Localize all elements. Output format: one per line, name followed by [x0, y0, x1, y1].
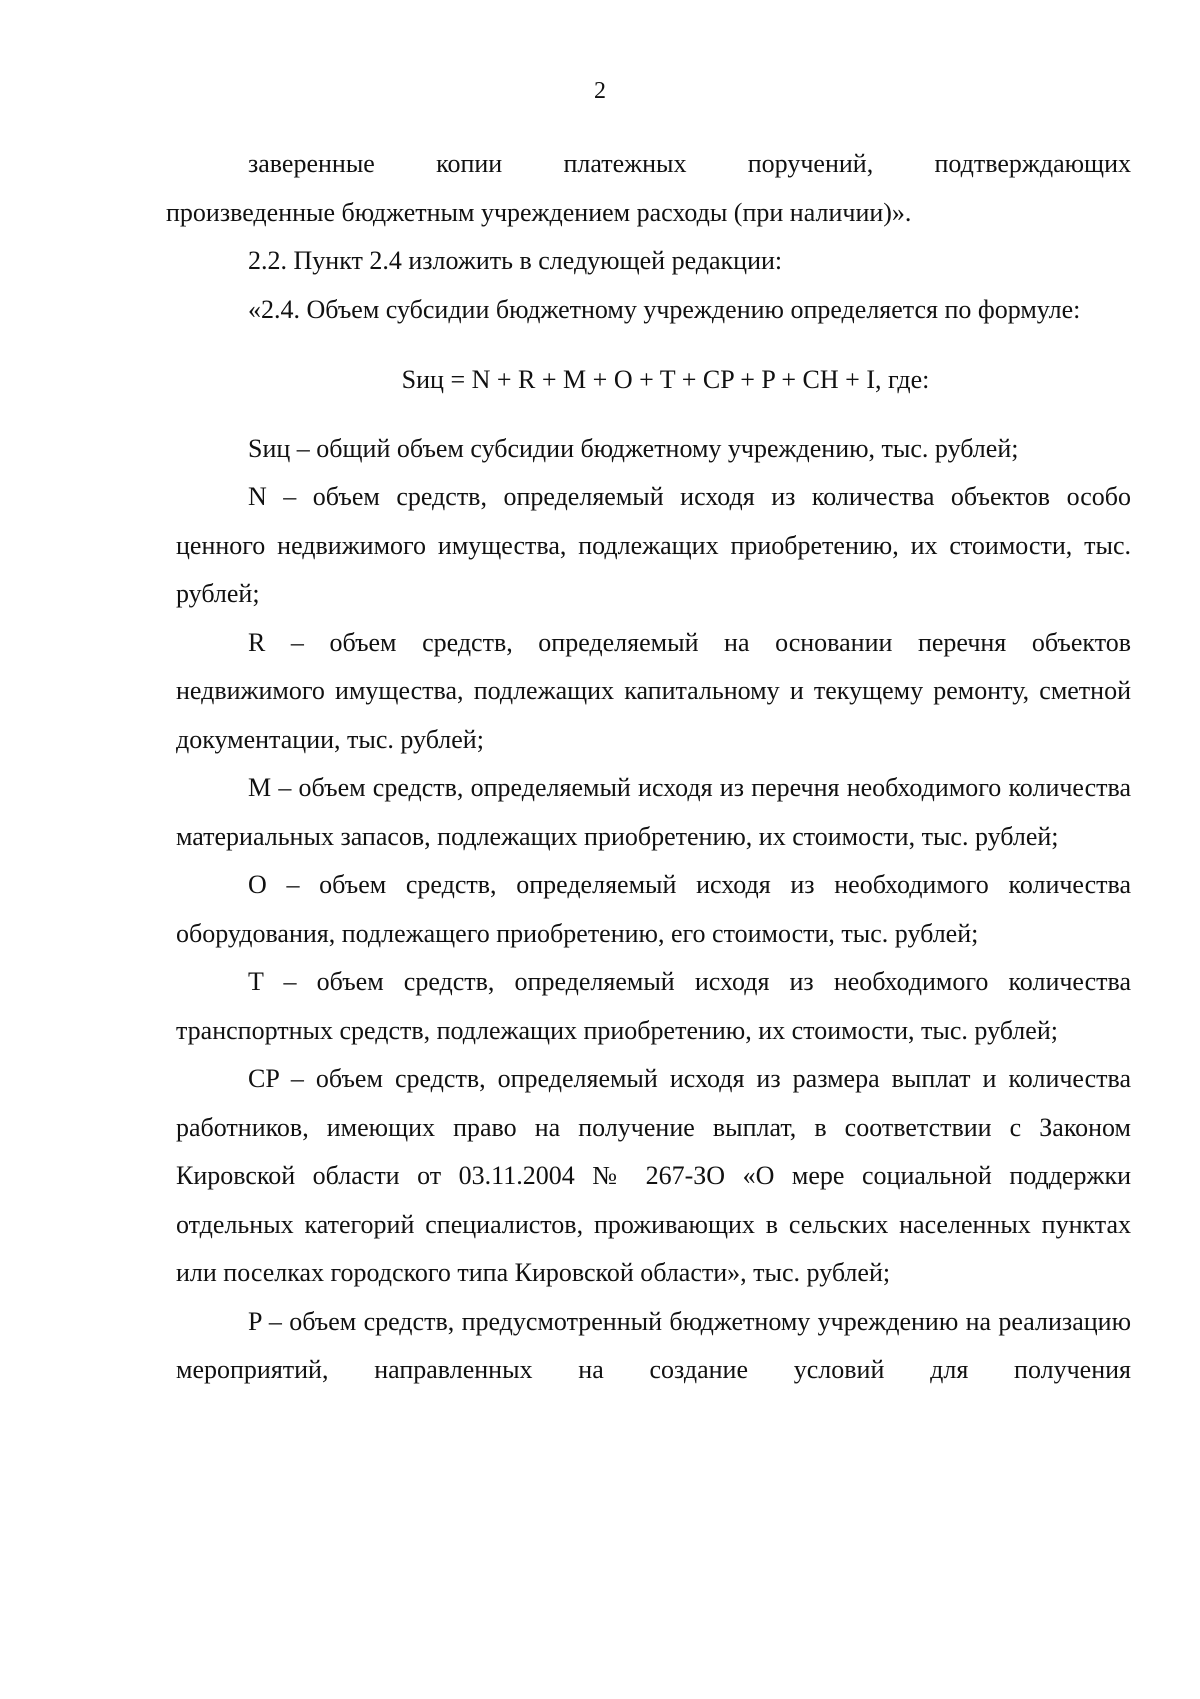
paragraph-certified-copies: заверенные копии платежных поручений, подтверждающих [248, 149, 1131, 178]
definition-t: T – объем средств, определяемый исходя из необходимого количества транспортных средств, подлежащих приобретению, их стоимости, тыс. рублей; [176, 967, 1131, 1045]
definition-n: N – объем средств, определяемый исходя из количества объектов особо ценного недвижимого имущества, подлежащих приобретению, их стоимости, тыс. рублей; [176, 482, 1131, 608]
definition-p: P – объем средств, предусмотренный бюджетному учреждению на реализацию мероприятий, направленных на создание условий для получения [176, 1306, 1131, 1384]
paragraph-expenses-continuation: произведенные бюджетным учреждением расходы (при наличии)». [166, 197, 912, 227]
subsidy-formula: Sиц = N + R + M + O + T + CP + P + CH + I, где: [401, 365, 930, 394]
paragraph-subsidy-formula-intro: «2.4. Объем субсидии бюджетному учреждению определяется по формуле: [248, 294, 1081, 324]
definition-siz: Sиц – общий объем субсидии бюджетному учреждению, тыс. рублей; [248, 433, 1019, 463]
document-body [166, 140, 1131, 1395]
definition-cp: CP – объем средств, определяемый исходя из размера выплат и количества работников, имеющих право на получение выплат, в соответствии с Законом Кировской области от 03.11.2004 № 267-ЗО «О мере социальной поддержки отдельных категорий специалистов, проживающих в сельских населенных пунктах или поселках городского типа Кировской области», тыс. рублей; [176, 1064, 1131, 1287]
definition-o: O – объем средств, определяемый исходя из необходимого количества оборудования, подлежащего приобретению, его стоимости, тыс. рублей; [176, 870, 1131, 948]
page-number: 2 [594, 78, 606, 104]
definition-r: R – объем средств, определяемый на основании перечня объектов недвижимого имущества, подлежащих капитальному и текущему ремонту, сметной документации, тыс. рублей; [176, 627, 1131, 754]
definition-m: M – объем средств, определяемый исходя из перечня необходимого количества материальных запасов, подлежащих приобретению, их стоимости, тыс. рублей; [176, 773, 1131, 851]
paragraph-amendment-2-2: 2.2. Пункт 2.4 изложить в следующей редакции: [248, 246, 783, 275]
